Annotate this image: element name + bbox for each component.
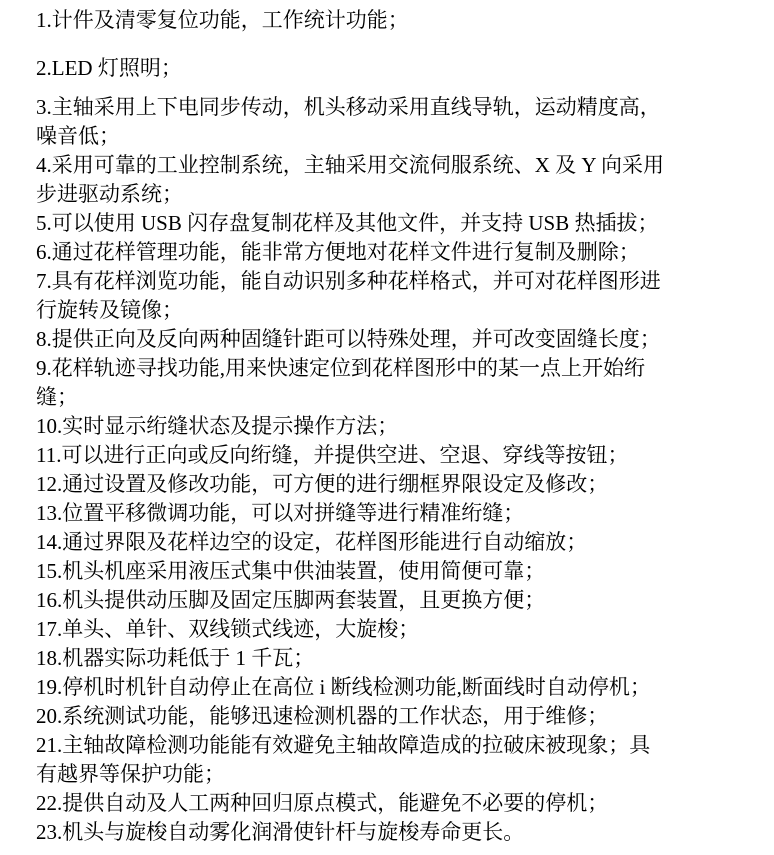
list-item xyxy=(36,209,748,238)
list-item-line: 8.提供正向及反向两种固缝针距可以特殊处理，并可改变固缝长度； xyxy=(36,327,661,351)
list-item-line: 缝； xyxy=(36,385,78,409)
list-item xyxy=(36,354,748,412)
list-item xyxy=(36,441,748,470)
list-item xyxy=(36,673,748,702)
list-item xyxy=(36,586,748,615)
list-item xyxy=(36,615,748,644)
list-item-line: 23.机头与旋梭自动雾化润滑使针杆与旋梭寿命更长。 xyxy=(36,820,525,844)
list-item xyxy=(36,789,748,818)
list-item xyxy=(36,818,748,847)
list-item-line: 5.可以使用 USB 闪存盘复制花样及其他文件，并支持 USB 热插拔； xyxy=(36,211,659,235)
list-item-line: 2.LED 灯照明； xyxy=(36,56,182,80)
list-item-line: 7.具有花样浏览功能，能自动识别多种花样格式，并可对花样图形进 xyxy=(36,269,661,293)
list-item-line: 13.位置平移微调功能，可以对拼缝等进行精准绗缝； xyxy=(36,501,525,525)
list-item xyxy=(36,644,748,673)
list-item-line: 3.主轴采用上下电同步传动，机头移动采用直线导轨，运动精度高， xyxy=(36,95,661,119)
list-item-line: 1.计件及清零复位功能，工作统计功能； xyxy=(36,8,409,32)
list-item-line: 行旋转及镜像； xyxy=(36,298,183,322)
list-item xyxy=(36,238,748,267)
list-item xyxy=(36,54,748,83)
list-item-line: 噪音低； xyxy=(36,124,120,148)
list-item-line: 19.停机时机针自动停止在高位 i 断线检测功能,断面线时自动停机； xyxy=(36,675,651,699)
list-item xyxy=(36,325,748,354)
list-item xyxy=(36,470,748,499)
list-item xyxy=(36,151,748,209)
list-item-line: 11.可以进行正向或反向绗缝，并提供空进、空退、穿线等按钮； xyxy=(36,443,629,467)
list-item-line: 20.系统测试功能，能够迅速检测机器的工作状态，用于维修； xyxy=(36,704,609,728)
list-item-line: 有越界等保护功能； xyxy=(36,762,225,786)
list-item xyxy=(36,6,748,35)
list-item xyxy=(36,412,748,441)
list-item-line: 18.机器实际功耗低于 1 千瓦； xyxy=(36,646,315,670)
list-item xyxy=(36,528,748,557)
list-item-line: 10.实时显示绗缝状态及提示操作方法； xyxy=(36,414,399,438)
list-item xyxy=(36,499,748,528)
list-item-line: 6.通过花样管理功能，能非常方便地对花样文件进行复制及删除； xyxy=(36,240,640,264)
list-item xyxy=(36,267,748,325)
list-item-line: 14.通过界限及花样边空的设定，花样图形能进行自动缩放； xyxy=(36,530,588,554)
list-item-line: 12.通过设置及修改功能，可方便的进行绷框界限设定及修改； xyxy=(36,472,609,496)
list-item-line: 步进驱动系统； xyxy=(36,182,183,206)
list-item-line: 9.花样轨迹寻找功能,用来快速定位到花样图形中的某一点上开始绗 xyxy=(36,356,645,380)
list-item xyxy=(36,557,748,586)
list-item-line: 4.采用可靠的工业控制系统，主轴采用交流伺服系统、X 及 Y 向采用 xyxy=(36,153,665,177)
list-item-line: 21.主轴故障检测功能能有效避免主轴故障造成的拉破床被现象；具 xyxy=(36,733,651,757)
list-item-line: 22.提供自动及人工两种回归原点模式，能避免不必要的停机； xyxy=(36,791,609,815)
list-item-line: 15.机头机座采用液压式集中供油装置，使用简便可靠； xyxy=(36,559,546,583)
list-item xyxy=(36,702,748,731)
list-item-line: 17.单头、单针、双线锁式线迹，大旋梭； xyxy=(36,617,420,641)
list-item xyxy=(36,93,748,151)
list-item xyxy=(36,731,748,789)
list-item-line: 16.机头提供动压脚及固定压脚两套装置，且更换方便； xyxy=(36,588,546,612)
